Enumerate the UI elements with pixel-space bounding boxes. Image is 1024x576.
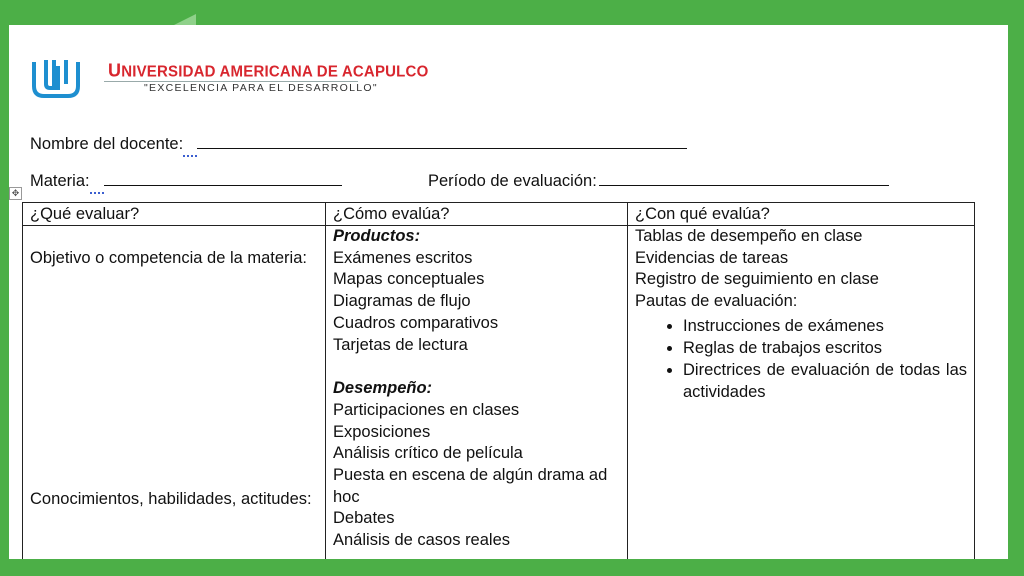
table-row — [23, 226, 975, 560]
list-item: Análisis crítico de película — [333, 444, 523, 463]
table-header-row — [23, 203, 975, 226]
list-item: Puesta en escena de algún drama ad hoc — [333, 466, 608, 506]
list-item: Pautas de evaluación: — [635, 292, 798, 311]
header-what: ¿Qué evaluar? — [23, 203, 326, 226]
list-item: Registro de seguimiento en clase — [635, 270, 879, 289]
spacer — [333, 356, 620, 378]
with-what-cell[interactable] — [628, 226, 975, 560]
list-item: Exposiciones — [333, 422, 431, 441]
uaa-logo-icon — [30, 56, 82, 100]
period-input-line[interactable] — [599, 169, 889, 186]
period-field — [428, 169, 889, 191]
list-item: Debates — [333, 509, 395, 528]
subject-label: Materia: — [30, 172, 90, 190]
subject-input-line[interactable] — [104, 169, 342, 186]
objective-label: Objetivo o competencia de la materia: — [30, 249, 307, 267]
list-item: Cuadros comparativos — [333, 313, 499, 332]
list-item: Exámenes escritos — [333, 248, 473, 267]
university-name: UNIVERSIDAD AMERICANA DE ACAPULCO — [108, 59, 429, 81]
bullet-item: • Directrices de evaluación de todas las actividades — [683, 359, 967, 403]
knowledge-label: Conocimientos, habilidades, actitudes: — [30, 490, 312, 508]
list-item: Mapas conceptuales — [333, 270, 485, 289]
period-label: Período de evaluación: — [428, 172, 597, 190]
teacher-field — [30, 132, 687, 154]
bullet-item: • Instrucciones de exámenes — [683, 315, 967, 337]
performance-title: Desempeño: — [333, 379, 433, 398]
subject-field — [30, 169, 342, 191]
products-title: Productos: — [333, 227, 421, 245]
list-item: Participaciones en clases — [333, 400, 520, 419]
header-with-what: ¿Con qué evalúa? — [628, 203, 975, 226]
evaluation-table — [22, 202, 975, 559]
table-move-handle-icon[interactable]: ✥ — [9, 187, 22, 200]
university-motto: "EXCELENCIA PARA EL DESARROLLO" — [144, 82, 378, 94]
university-logo — [30, 56, 429, 104]
document-page — [9, 25, 1008, 559]
teacher-label: Nombre del docente: — [30, 135, 184, 153]
what-cell[interactable] — [23, 226, 326, 560]
list-item: Evidencias de tareas — [635, 248, 789, 267]
list-item: Tarjetas de lectura — [333, 335, 468, 354]
list-item: Análisis de casos reales — [333, 531, 511, 550]
list-item: Tablas de desempeño en clase — [635, 227, 863, 245]
list-item: Diagramas de flujo — [333, 292, 471, 311]
header-how: ¿Cómo evalúa? — [326, 203, 628, 226]
bullet-list — [635, 315, 967, 403]
how-cell[interactable] — [326, 226, 628, 560]
teacher-input-line[interactable] — [197, 132, 687, 149]
bullet-item: • Reglas de trabajos escritos — [683, 337, 967, 359]
